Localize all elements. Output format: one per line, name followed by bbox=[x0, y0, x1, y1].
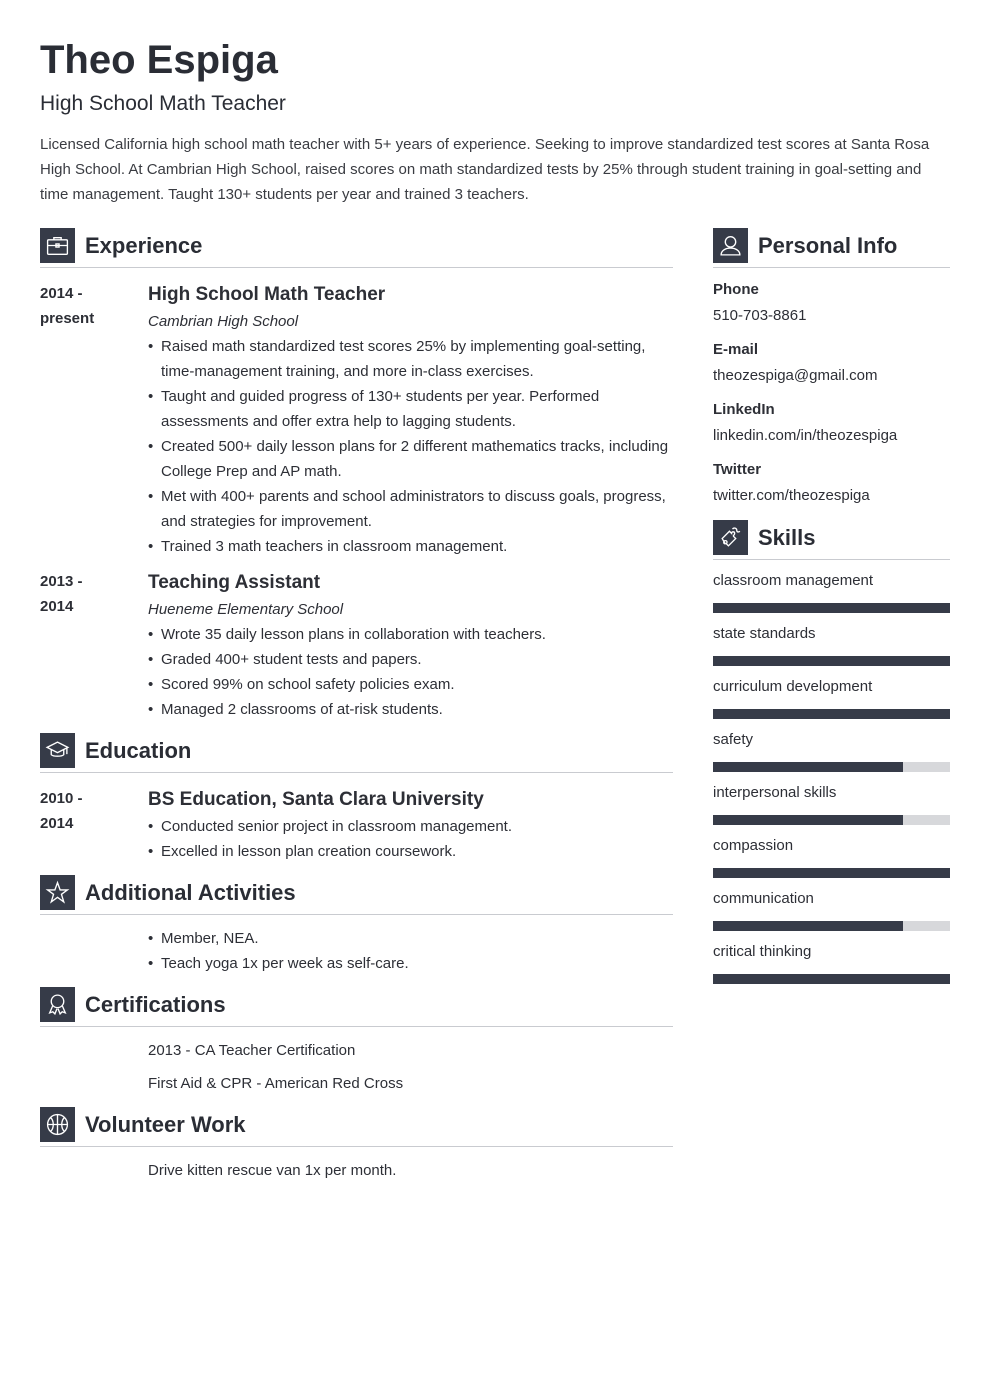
award-ribbon-icon bbox=[40, 987, 75, 1022]
certification-item: First Aid & CPR - American Red Cross bbox=[148, 1075, 404, 1092]
list-item: • Wrote 35 daily lesson plans in collaboration with teachers. bbox=[148, 622, 673, 647]
contact-list bbox=[713, 278, 950, 508]
skill-bar-fill bbox=[713, 815, 903, 825]
skill-bar bbox=[713, 815, 950, 825]
list-item: • Trained 3 math teachers in classroom management. bbox=[148, 534, 673, 559]
section-title: Volunteer Work bbox=[85, 1111, 246, 1137]
list-item: • Excelled in lesson plan creation coursework. bbox=[148, 839, 673, 864]
skill-bar-fill bbox=[713, 762, 903, 772]
activities-header bbox=[40, 875, 673, 915]
certification-list bbox=[40, 1038, 673, 1096]
volunteer-header bbox=[40, 1107, 673, 1147]
volunteer-list bbox=[40, 1158, 673, 1183]
degree-title: BS Education, Santa Clara University bbox=[148, 789, 484, 810]
entry-date: 2013 - 2014 bbox=[40, 573, 83, 615]
skill-bar-fill bbox=[713, 921, 903, 931]
experience-section bbox=[40, 228, 673, 722]
skills-section bbox=[713, 520, 950, 984]
linkedin-label: LinkedIn bbox=[713, 401, 775, 418]
activities-section bbox=[40, 875, 673, 976]
personal-info-section bbox=[713, 228, 950, 508]
candidate-name: Theo Espiga bbox=[40, 38, 278, 82]
skill-bar bbox=[713, 974, 950, 984]
phone-label: Phone bbox=[713, 281, 759, 298]
experience-header bbox=[40, 228, 673, 268]
list-item: • Teach yoga 1x per week as self-care. bbox=[148, 951, 673, 976]
employer: Cambrian High School bbox=[148, 313, 299, 330]
education-header bbox=[40, 733, 673, 773]
bullet-list bbox=[148, 334, 673, 559]
user-icon bbox=[713, 228, 748, 263]
skill-bar-fill bbox=[713, 656, 950, 666]
section-title: Additional Activities bbox=[85, 879, 296, 905]
basketball-icon bbox=[40, 1107, 75, 1142]
education-section bbox=[40, 733, 673, 864]
list-item: • Taught and guided progress of 130+ students per year. Performed assessments and offer extra help to lagging students. bbox=[148, 384, 673, 434]
phone-value: 510-703-8861 bbox=[713, 307, 807, 324]
twitter-value: twitter.com/theozespiga bbox=[713, 487, 870, 504]
job-title: Teaching Assistant bbox=[148, 572, 321, 593]
entry-date: 2014 - present bbox=[40, 285, 95, 327]
section-title: Skills bbox=[758, 524, 816, 550]
skill-item bbox=[713, 622, 950, 666]
candidate-title: High School Math Teacher bbox=[40, 92, 286, 115]
list-item: • Met with 400+ parents and school administrators to discuss goals, progress, and strategies for improvement. bbox=[148, 484, 673, 534]
skill-name: interpersonal skills bbox=[713, 784, 837, 801]
volunteer-item: Drive kitten rescue van 1x per month. bbox=[148, 1162, 397, 1179]
personal-info-header bbox=[713, 228, 950, 268]
education-entry bbox=[40, 786, 673, 864]
skill-item bbox=[713, 834, 950, 878]
linkedin-value: linkedin.com/in/theozespiga bbox=[713, 427, 898, 444]
skill-bar bbox=[713, 709, 950, 719]
briefcase-icon bbox=[40, 228, 75, 263]
entry-date: 2010 - 2014 bbox=[40, 790, 83, 832]
skill-bar bbox=[713, 921, 950, 931]
skill-name: safety bbox=[713, 731, 754, 748]
volunteer-section bbox=[40, 1107, 673, 1183]
skill-item bbox=[713, 728, 950, 772]
experience-entry bbox=[40, 281, 673, 559]
skill-bar bbox=[713, 868, 950, 878]
certifications-header bbox=[40, 987, 673, 1027]
skill-bar bbox=[713, 762, 950, 772]
list-item: • Scored 99% on school safety policies exam. bbox=[148, 672, 673, 697]
star-icon bbox=[40, 875, 75, 910]
section-title: Education bbox=[85, 737, 192, 763]
skills-header bbox=[713, 520, 950, 560]
list-item: • Created 500+ daily lesson plans for 2 different mathematics tracks, including College Prep and AP math. bbox=[148, 434, 673, 484]
puzzle-icon bbox=[713, 520, 748, 555]
skill-bar-fill bbox=[713, 974, 950, 984]
skill-item bbox=[713, 940, 950, 984]
skill-bar-fill bbox=[713, 709, 950, 719]
section-title: Certifications bbox=[85, 991, 226, 1017]
skill-bar bbox=[713, 656, 950, 666]
skill-bar-fill bbox=[713, 603, 950, 613]
certifications-section bbox=[40, 987, 673, 1096]
job-title: High School Math Teacher bbox=[148, 284, 386, 305]
employer: Hueneme Elementary School bbox=[148, 601, 344, 618]
skill-name: communication bbox=[713, 890, 814, 907]
skill-name: curriculum development bbox=[713, 678, 873, 695]
list-item: • Member, NEA. bbox=[148, 926, 673, 951]
bullet-list bbox=[40, 926, 673, 976]
skill-name: state standards bbox=[713, 625, 816, 642]
right-column bbox=[713, 228, 950, 984]
experience-entry bbox=[40, 569, 673, 722]
section-title: Personal Info bbox=[758, 232, 898, 258]
skills-list bbox=[713, 569, 950, 984]
graduation-cap-icon bbox=[40, 733, 75, 768]
skill-item bbox=[713, 569, 950, 613]
email-value: theozespiga@gmail.com bbox=[713, 367, 878, 384]
skill-bar bbox=[713, 603, 950, 613]
skill-item bbox=[713, 887, 950, 931]
left-column bbox=[40, 228, 673, 1183]
list-item: • Raised math standardized test scores 25% by implementing goal-setting, time-management training, and more in-class exercises. bbox=[148, 334, 673, 384]
list-item: • Conducted senior project in classroom management. bbox=[148, 814, 673, 839]
certification-item: 2013 - CA Teacher Certification bbox=[148, 1042, 356, 1059]
summary-paragraph: Licensed California high school math teacher with 5+ years of experience. Seeking to improve standardized test scores at Santa Rosa High School. At Cambrian High School, raised scores on math standardized tests by 25% through student training in goal-setting and time management. Taught 130+ students per year and trained 3 teachers. bbox=[40, 136, 930, 203]
skill-name: critical thinking bbox=[713, 943, 812, 960]
skill-name: compassion bbox=[713, 837, 794, 854]
bullet-list bbox=[148, 814, 673, 864]
twitter-label: Twitter bbox=[713, 461, 762, 478]
bullet-list bbox=[148, 622, 673, 722]
email-label: E-mail bbox=[713, 341, 759, 358]
skill-item bbox=[713, 675, 950, 719]
skill-bar-fill bbox=[713, 868, 950, 878]
list-item: • Managed 2 classrooms of at-risk students. bbox=[148, 697, 673, 722]
section-title: Experience bbox=[85, 232, 203, 258]
skill-name: classroom management bbox=[713, 572, 874, 589]
list-item: • Graded 400+ student tests and papers. bbox=[148, 647, 673, 672]
skill-item bbox=[713, 781, 950, 825]
